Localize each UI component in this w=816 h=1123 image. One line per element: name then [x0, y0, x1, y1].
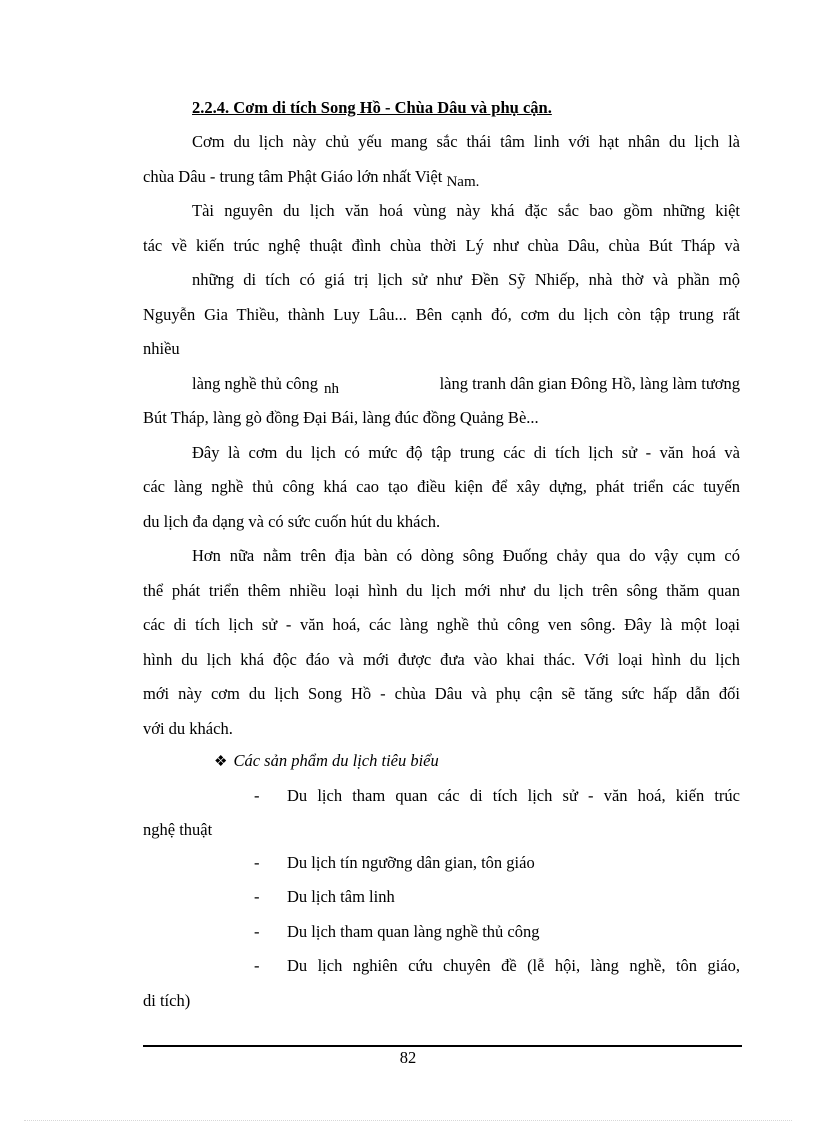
text-span: làng tranh dân gian Đông Hồ, làng làm tương	[439, 374, 740, 393]
paragraph-line	[192, 374, 740, 397]
paragraph-line: hình du lịch khá độc đáo và mới được đưa vào khai thác. Với loại hình du lịch	[143, 650, 740, 669]
paragraph-line: với du khách.	[143, 719, 233, 738]
text-span: nh	[324, 381, 340, 397]
list-item: Du lịch tín ngưỡng dân gian, tôn giáo	[287, 853, 535, 872]
text-span: Nam.	[446, 174, 480, 190]
list-item-continuation: nghệ thuật	[143, 820, 213, 839]
paragraph-line: Nguyễn Gia Thiều, thành Luy Lâu... Bên cạnh đó, cơm du lịch còn tập trung rất	[143, 305, 740, 324]
page-edge-divider	[24, 1120, 792, 1121]
list-item: Du lịch nghiên cứu chuyên đề (lễ hội, làng nghề, tôn giáo,	[287, 956, 740, 975]
bullet-heading	[214, 751, 439, 771]
paragraph-line: Bút Tháp, làng gò đồng Đại Bái, làng đúc đồng Quảng Bè...	[143, 408, 539, 427]
text-span: chùa Dâu - trung tâm Phật Giáo lớn nhất Việt	[143, 167, 443, 186]
list-dash: -	[254, 786, 260, 805]
page-number: 82	[399, 1048, 417, 1067]
section-heading: 2.2.4. Cơm di tích Song Hồ - Chùa Dâu và phụ cận.	[192, 98, 552, 117]
paragraph-line	[143, 167, 480, 190]
paragraph-line: Cơm du lịch này chủ yếu mang sắc thái tâm linh với hạt nhân du lịch là	[192, 132, 740, 151]
paragraph-line: du lịch đa dạng và có sức cuốn hút du khách.	[143, 512, 441, 531]
diamond-bullet-icon: ❖	[214, 754, 228, 770]
list-item: Du lịch tâm linh	[287, 887, 395, 906]
footer-rule	[143, 1045, 742, 1047]
paragraph-line: Tài nguyên du lịch văn hoá vùng này khá đặc sắc bao gồm những kiệt	[192, 201, 740, 220]
paragraph-line: các di tích lịch sử - văn hoá, các làng nghề thủ công ven sông. Đây là một loại	[143, 615, 740, 634]
list-item: Du lịch tham quan các di tích lịch sử - văn hoá, kiến trúc	[287, 786, 740, 805]
paragraph-line: tác về kiến trúc nghệ thuật đình chùa thời Lý như chùa Dâu, chùa Bút Tháp và	[143, 236, 740, 255]
paragraph-line: Hơn nữa nằm trên địa bàn có dòng sông Đuống chảy qua do vậy cụm có	[192, 546, 740, 565]
list-item: Du lịch tham quan làng nghề thủ công	[287, 922, 540, 941]
paragraph-line: nhiều	[143, 339, 180, 358]
paragraph-line: Đây là cơm du lịch có mức độ tập trung các di tích lịch sử - văn hoá và	[192, 443, 740, 462]
list-dash: -	[254, 887, 260, 906]
list-item-continuation: di tích)	[143, 991, 191, 1010]
paragraph-line: thể phát triển thêm nhiều loại hình du lịch mới như du lịch trên sông thăm quan	[143, 581, 740, 600]
paragraph-line: các làng nghề thủ công khá cao tạo điều kiện để xây dựng, phát triển các tuyến	[143, 477, 740, 496]
paragraph-line: những di tích có giá trị lịch sử như Đền Sỹ Nhiếp, nhà thờ và phần mộ	[192, 270, 740, 289]
list-dash: -	[254, 956, 260, 975]
bullet-heading-text: Các sản phẩm du lịch tiêu biểu	[233, 751, 439, 770]
text-span: làng nghề thủ công	[192, 374, 319, 393]
list-dash: -	[254, 922, 260, 941]
list-dash: -	[254, 853, 260, 872]
paragraph-line: mới này cơm du lịch Song Hồ - chùa Dâu và phụ cận sẽ tăng sức hấp dẫn đối	[143, 684, 740, 703]
